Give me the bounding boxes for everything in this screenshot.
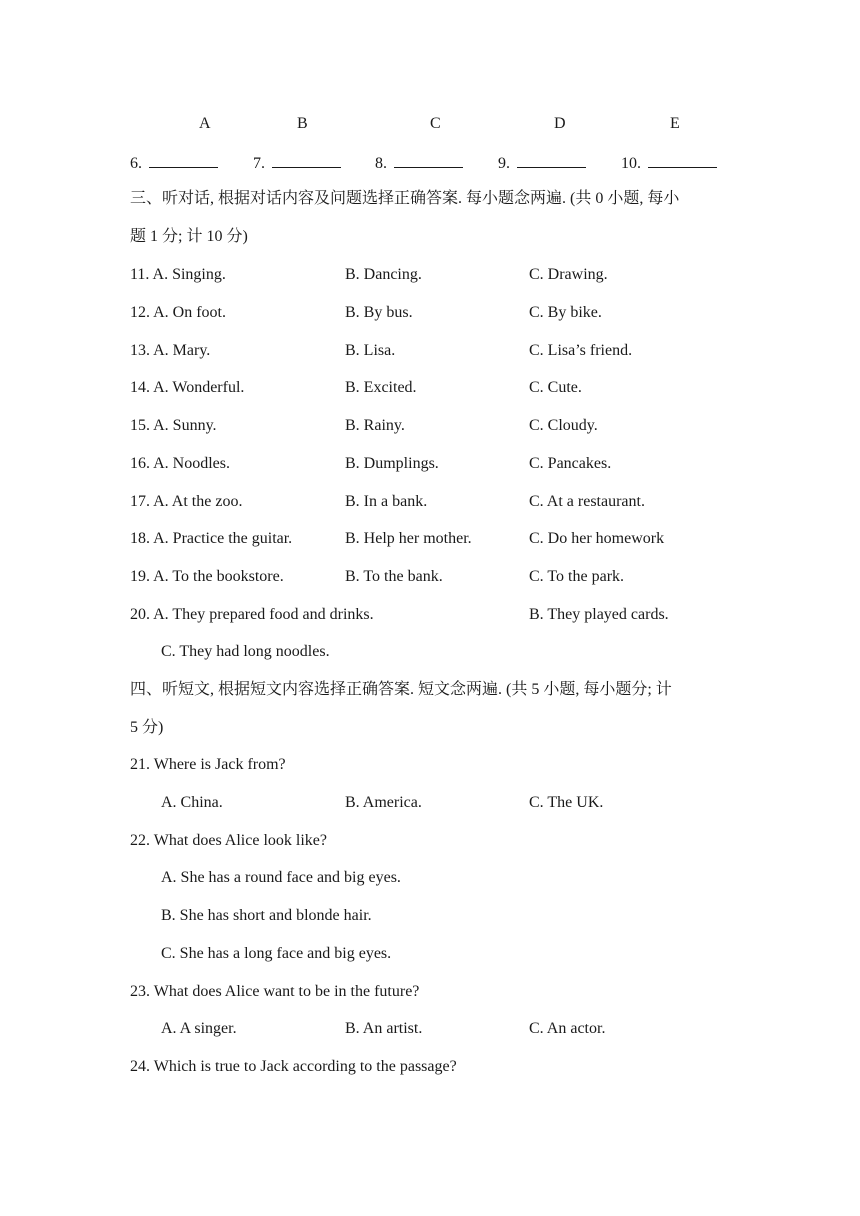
question-13-option-c: C. Lisa’s friend. [529, 342, 633, 359]
blank-number: 10. [621, 155, 641, 172]
question-21-stem: 21. Where is Jack from? [130, 756, 286, 773]
answer-blank-6[interactable] [130, 151, 218, 174]
question-18-option-a: 18. A. Practice the guitar. [130, 530, 293, 547]
question-16-option-a: 16. A. Noodles. [130, 455, 230, 472]
question-12-option-c: C. By bike. [529, 304, 602, 321]
question-17-option-b: B. In a bank. [345, 493, 428, 510]
question-11-option-a: 11. A. Singing. [130, 266, 226, 283]
question-23-option-b: B. An artist. [345, 1020, 423, 1037]
question-21-option-c: C. The UK. [529, 794, 604, 811]
answer-blank-8[interactable] [375, 151, 463, 174]
question-16-option-c: C. Pancakes. [529, 455, 612, 472]
question-14-option-b: B. Excited. [345, 379, 417, 396]
blank-line [394, 151, 463, 168]
question-14-option-a: 14. A. Wonderful. [130, 379, 245, 396]
answer-blank-7[interactable] [253, 151, 341, 174]
blank-line [272, 151, 341, 168]
question-23-option-c: C. An actor. [529, 1020, 606, 1037]
question-19-option-b: B. To the bank. [345, 568, 443, 585]
question-23-option-a: A. A singer. [161, 1020, 237, 1037]
question-13-option-b: B. Lisa. [345, 342, 396, 359]
picture-label-c: C [430, 115, 441, 132]
blank-number: 7. [253, 155, 265, 172]
question-11-option-b: B. Dancing. [345, 266, 422, 283]
question-18-option-b: B. Help her mother. [345, 530, 472, 547]
picture-label-e: E [670, 115, 680, 132]
question-18-option-c: C. Do her homework [529, 530, 665, 547]
blank-line [517, 151, 586, 168]
question-24-stem: 24. Which is true to Jack according to the passage? [130, 1058, 457, 1075]
blank-number: 9. [498, 155, 510, 172]
question-19-option-a: 19. A. To the bookstore. [130, 568, 284, 585]
blank-line [648, 151, 717, 168]
question-14-option-c: C. Cute. [529, 379, 582, 396]
picture-label-a: A [199, 115, 211, 132]
question-22-option-b: B. She has short and blonde hair. [161, 907, 372, 924]
question-22-option-c: C. She has a long face and big eyes. [161, 945, 392, 962]
blank-line [149, 151, 218, 168]
question-23-stem: 23. What does Alice want to be in the future? [130, 983, 420, 1000]
question-20-option-a: 20. A. They prepared food and drinks. [130, 606, 374, 623]
section-4-heading-line-2: 5 分) [130, 719, 164, 736]
question-13-option-a: 13. A. Mary. [130, 342, 211, 359]
question-12-option-b: B. By bus. [345, 304, 413, 321]
section-3-heading-line-2: 题 1 分; 计 10 分) [130, 228, 248, 245]
question-22-option-a: A. She has a round face and big eyes. [161, 869, 401, 886]
blank-number: 8. [375, 155, 387, 172]
question-12-option-a: 12. A. On foot. [130, 304, 226, 321]
picture-label-b: B [297, 115, 308, 132]
question-15-option-c: C. Cloudy. [529, 417, 598, 434]
question-16-option-b: B. Dumplings. [345, 455, 439, 472]
question-22-stem: 22. What does Alice look like? [130, 832, 327, 849]
section-4-heading-line-1: 四、听短文, 根据短文内容选择正确答案. 短文念两遍. (共 5 小题, 每小题分; 计 [130, 681, 672, 698]
question-15-option-a: 15. A. Sunny. [130, 417, 217, 434]
blank-number: 6. [130, 155, 142, 172]
section-3-heading-line-1: 三、听对话, 根据对话内容及问题选择正确答案. 每小题念两遍. (共 0 小题, 每小 [130, 190, 680, 207]
question-11-option-c: C. Drawing. [529, 266, 608, 283]
question-15-option-b: B. Rainy. [345, 417, 405, 434]
answer-blank-9[interactable] [498, 151, 586, 174]
answer-blank-10[interactable] [621, 151, 717, 174]
question-21-option-b: B. America. [345, 794, 422, 811]
question-20-option-c: C. They had long noodles. [161, 643, 330, 660]
question-17-option-a: 17. A. At the zoo. [130, 493, 243, 510]
question-21-option-a: A. China. [161, 794, 223, 811]
question-17-option-c: C. At a restaurant. [529, 493, 645, 510]
question-20-option-b: B. They played cards. [529, 606, 669, 623]
picture-label-d: D [554, 115, 566, 132]
question-19-option-c: C. To the park. [529, 568, 625, 585]
